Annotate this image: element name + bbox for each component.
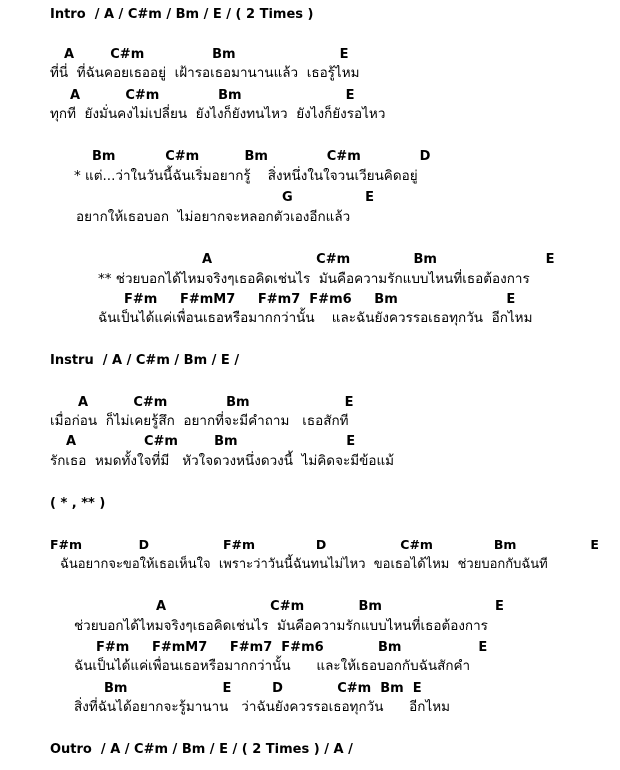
chord-line: F#m F#mM7 F#m7 F#m6 Bm E (96, 640, 488, 655)
chord-line: A C#m Bm E (66, 434, 356, 449)
lyric-line: รักเธอ หมดทั้งใจที่มี หัวใจดวงหนึ่งดวงนี้ ไม่คิดจะมีข้อแม้ (50, 453, 395, 469)
outro-line: Outro / A / C#m / Bm / E / ( 2 Times ) / A / (50, 742, 353, 757)
intro-line: Intro / A / C#m / Bm / E / ( 2 Times ) (50, 7, 314, 22)
chord-line: Bm E D C#m Bm E (104, 681, 422, 696)
lyric-line: ** ช่วยบอกได้ไหมจริงๆเธอคิดเช่นไร มันคือความรักแบบไหนที่เธอต้องการ (98, 271, 530, 287)
chord-line: F#m D F#m D C#m Bm E (50, 537, 599, 552)
lyric-line: เมื่อก่อน ก็ไม่เคยรู้สึก อยากที่จะมีคำถาม เธอสักที (50, 413, 349, 429)
lyric-line: ช่วยบอกได้ไหมจริงๆเธอคิดเช่นไร มันคือความรักแบบไหนที่เธอต้องการ (74, 618, 488, 634)
lyric-line: อยากให้เธอบอก ไม่อยากจะหลอกตัวเองอีกแล้ว (76, 209, 351, 225)
lyric-line: ที่นี่ ที่ฉันคอยเธออยู่ เฝ้ารอเธอมานานแล้ว เธอรู้ไหม (50, 65, 360, 81)
chord-line: F#m F#mM7 F#m7 F#m6 Bm E (124, 292, 516, 307)
instru-line: Instru / A / C#m / Bm / E / (50, 353, 240, 368)
lyric-line: * แต่...ว่าในวันนี้ฉันเริ่มอยากรู้ สิ่งหนึ่งในใจวนเวียนคิดอยู่ (74, 168, 418, 184)
lyric-line: ฉันเป็นได้แค่เพื่อนเธอหรือมากกว่านั้น และฉันยังควรรอเธอทุกวัน อีกไหม (98, 310, 533, 326)
lyric-line: ฉันอยากจะขอให้เธอเห็นใจ เพราะว่าวันนี้ฉันทนไม่ไหว ขอเธอได้ไหม ช่วยบอกกับฉันที (60, 557, 548, 572)
chord-line: A C#m Bm E (78, 395, 354, 410)
chord-line: A C#m Bm E (202, 252, 555, 267)
chord-line: A C#m Bm E (156, 599, 504, 614)
lyric-line: ฉันเป็นได้แค่เพื่อนเธอหรือมากกว่านั้น และให้เธอบอกกับฉันสักคำ (74, 658, 471, 674)
repeat-marker: ( * , ** ) (50, 496, 106, 511)
chord-line: A C#m Bm E (64, 47, 349, 62)
lyric-line: สิ่งที่ฉันได้อยากจะรู้มานาน ว่าฉันยังควรรอเธอทุกวัน อีกไหม (74, 699, 451, 715)
chord-line: A C#m Bm E (70, 88, 355, 103)
chord-line: G E (282, 190, 374, 205)
lyric-line: ทุกที ยังมั่นคงไม่เปลี่ยน ยังไงก็ยังทนไหว ยังไงก็ยังรอไหว (50, 106, 386, 122)
chord-line: Bm C#m Bm C#m D (92, 149, 431, 164)
